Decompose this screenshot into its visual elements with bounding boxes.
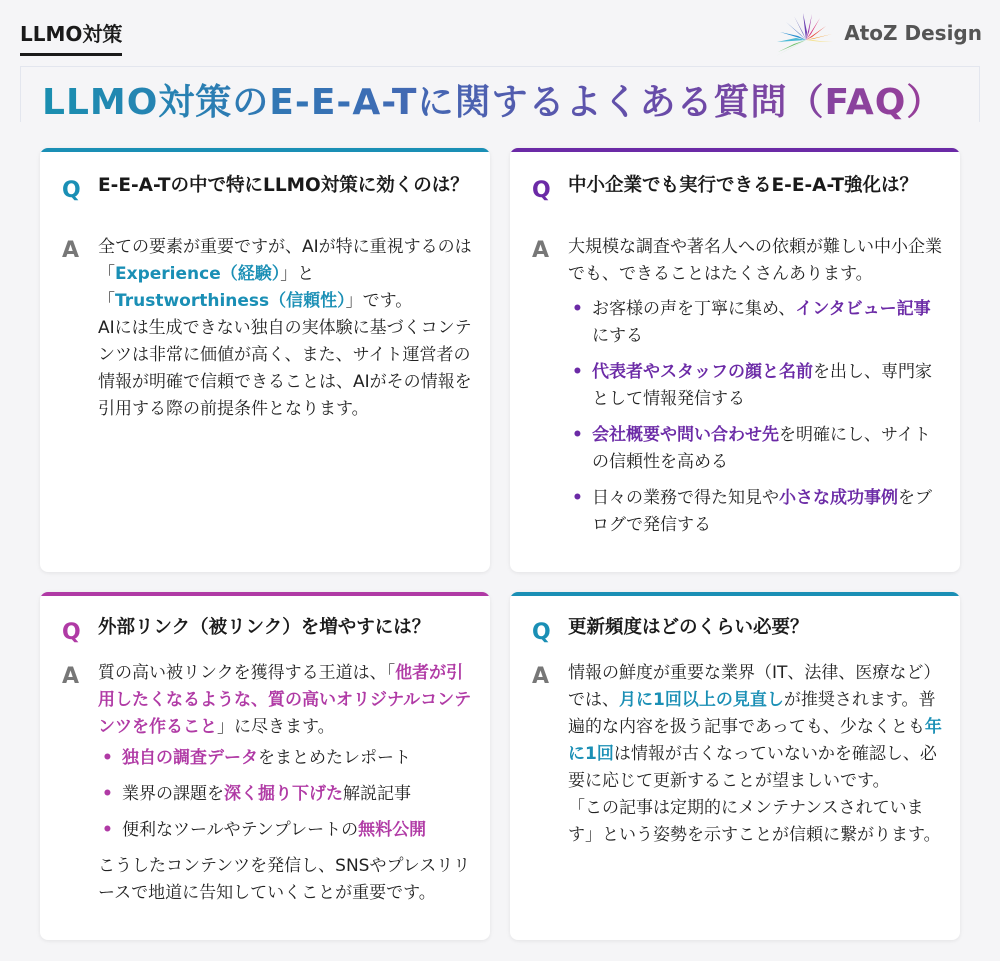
faq-card-2: [510, 148, 960, 572]
bullet-dot-icon: •: [102, 748, 113, 768]
question-mark: Q: [532, 620, 551, 645]
answer-mark: A: [62, 664, 80, 689]
bullet-item: [98, 817, 472, 844]
faq-card-1: [40, 148, 490, 572]
text-run: にする: [592, 326, 643, 346]
text-run: 」と「: [98, 264, 315, 311]
bullet-dot-icon: •: [102, 784, 113, 804]
question-mark: Q: [62, 620, 81, 645]
answer-text: [98, 234, 472, 423]
text-run: 便利なツールやテンプレートの: [122, 820, 359, 840]
text-run: AIには生成できない独自の実体験に基づくコンテンツは非常に価値が高く、また、サイト運営者の情報が明確で信頼できることは、AIがその情報を引用する際の前提条件となります。: [98, 318, 472, 419]
highlight-text: インタビュー記事: [795, 299, 931, 319]
faq-card-3: [40, 592, 490, 940]
category-tag: LLMO対策: [20, 18, 122, 56]
bullet-dot-icon: •: [572, 488, 583, 508]
bullet-item: [98, 781, 472, 808]
text-run: 業界の課題を: [122, 784, 224, 804]
answer-mark: A: [532, 664, 550, 689]
card-accent-bar: [510, 592, 960, 596]
highlight-text: 月に1回以上の見直し: [619, 690, 784, 710]
text-run: をブログで発信する: [592, 488, 932, 535]
answer-text: [568, 660, 942, 849]
question-text: E-E-A-Tの中で特にLLMO対策に効くのは？: [98, 175, 469, 196]
bullet-list: [98, 745, 472, 844]
text-run: 日々の業務で得た知見や: [592, 488, 779, 508]
bullet-dot-icon: •: [102, 820, 113, 840]
question-text: 更新頻度はどのくらい必要？: [568, 617, 809, 638]
question-text: 中小企業でも実行できるE-E-A-T強化は？: [568, 175, 919, 196]
highlight-text: 小さな成功事例: [779, 488, 898, 508]
highlight-text: 代表者やスタッフの顔と名前: [592, 362, 813, 382]
question-text: 外部リンク（被リンク）を増やすには？: [98, 617, 431, 638]
answer-mark: A: [532, 238, 550, 263]
highlight-text: Trustworthiness（信頼性）: [115, 291, 346, 311]
text-run: は情報が古くなっていないかを確認し、必要に応じて更新することが望ましいです。: [568, 744, 937, 791]
highlight-text: 会社概要や問い合わせ先: [592, 425, 779, 445]
text-run: 」です。: [345, 291, 413, 311]
text-run: 情報の鮮度が重要な業界（IT、法律、医療など）では、: [568, 663, 941, 710]
card-accent-bar: [40, 148, 490, 152]
answer-outro: こうしたコンテンツを発信し、SNSやプレスリリースで地道に告知していくことが重要です。: [98, 856, 471, 903]
answer-intro: 大規模な調査や著名人への依頼が難しい中小企業でも、できることはたくさんあります。: [568, 237, 942, 284]
bullet-dot-icon: •: [572, 362, 583, 382]
highlight-text: 他者が引用したくなるような、質の高いオリジナルコンテンツを作ること: [98, 663, 472, 737]
fan-logo-icon: [776, 10, 836, 56]
brand-logo: [776, 10, 982, 56]
bullet-item: [568, 296, 942, 350]
text-run: を明確にし、サイトの信頼性を高める: [592, 425, 931, 472]
bullet-item: [98, 745, 472, 772]
text-run: を出し、専門家として情報発信する: [592, 362, 932, 409]
highlight-text: 無料公開: [358, 820, 427, 840]
bullet-item: [568, 485, 942, 539]
text-run: をまとめたレポート: [258, 748, 411, 768]
text-run: 「この記事は定期的にメンテナンスされています」という姿勢を示すことが信頼に繋がります。: [568, 798, 941, 845]
faq-card-4: [510, 592, 960, 940]
text-run: お客様の声を丁寧に集め、: [592, 299, 796, 319]
text-run: 」に尽きます。: [217, 717, 335, 737]
card-accent-bar: [40, 592, 490, 596]
logo-text: AtoZ Design: [844, 21, 982, 45]
bullet-dot-icon: •: [572, 425, 583, 445]
answer-mark: A: [62, 238, 80, 263]
bullet-item: [568, 359, 942, 413]
answer-text: [98, 660, 472, 741]
text-run: が推奨されます。普遍的な内容を扱う記事であっても、少なくとも: [568, 690, 936, 737]
card-accent-bar: [510, 148, 960, 152]
question-mark: Q: [62, 178, 81, 203]
bullet-item: [568, 422, 942, 476]
question-mark: Q: [532, 178, 551, 203]
bullet-list: [568, 296, 942, 539]
text-run: 解説記事: [343, 784, 411, 804]
page-title: LLMO対策のE-E-A-Tに関するよくある質問（FAQ）: [42, 74, 943, 125]
highlight-text: 独自の調査データ: [122, 748, 258, 768]
highlight-text: 深く掘り下げた: [224, 784, 343, 804]
highlight-text: Experience（経験）: [115, 264, 281, 284]
highlight-text: 年に1回: [568, 717, 942, 764]
text-run: 全ての要素が重要ですが、AIが特に重視するのは「: [98, 237, 472, 284]
bullet-dot-icon: •: [572, 299, 583, 319]
text-run: 質の高い被リンクを獲得する王道は、「: [98, 663, 396, 683]
